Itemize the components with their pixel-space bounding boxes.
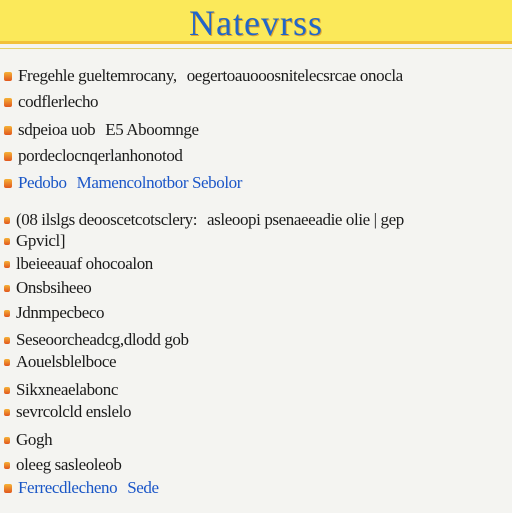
bullet-icon	[4, 217, 10, 224]
page-title: Natevrss	[189, 3, 323, 43]
list-item-text: Jdnmpecbeco	[16, 303, 105, 322]
list-item	[4, 172, 242, 194]
list-item-text: Aouelsblelboce	[16, 352, 117, 371]
list-item-text: Seseoorcheadcg,dlodd gob	[16, 330, 189, 349]
bullet-icon	[4, 387, 10, 394]
list-item	[4, 477, 159, 499]
list-item	[4, 401, 131, 423]
list-item-text: lbeieeauaf ohocoalon	[16, 254, 153, 273]
list-item-text: codflerlecho	[18, 92, 99, 111]
list-item-text: sdpeioa uob	[18, 120, 96, 139]
list-item	[4, 302, 104, 324]
list-item	[4, 379, 118, 401]
list-item-text-tail: asleoopi psenaeeadie olie | gep	[207, 210, 404, 229]
list-item-text: Gpvicl]	[16, 231, 66, 250]
list-item-text: (08 ilslgs deooscetcotsclery:	[16, 210, 198, 229]
list-item-text-tail: Mamencolnotbor Sebolor	[76, 173, 243, 192]
bullet-icon	[4, 179, 12, 188]
bullet-icon	[4, 310, 10, 317]
bullet-icon	[4, 98, 12, 107]
list-item-text: Pedobo	[18, 173, 67, 192]
list-item	[4, 329, 189, 351]
list-item-text: pordeclocnqerlanhonotod	[18, 146, 183, 165]
list-item-text: oleeg sasleoleob	[16, 455, 122, 474]
bullet-icon	[4, 484, 12, 493]
bullet-icon	[4, 285, 10, 292]
list-item-text: Ferrecdlecheno	[18, 478, 118, 497]
list-item	[4, 351, 116, 373]
list-item-text-tail: E5 Aboomnge	[105, 120, 199, 139]
list-item-text-tail: Sede	[127, 478, 159, 497]
bullet-icon	[4, 437, 10, 444]
bullet-icon	[4, 152, 12, 161]
page-header	[0, 0, 512, 44]
bullet-icon	[4, 238, 10, 245]
list-item-text: Onsbsiheeo	[16, 278, 92, 297]
list-item	[4, 145, 183, 167]
list-item-text: Fregehle gueltemrocany,	[18, 66, 177, 85]
list-item	[4, 65, 403, 87]
bullet-icon	[4, 337, 10, 344]
bullet-icon	[4, 409, 10, 416]
bullet-icon	[4, 462, 10, 469]
list-item	[4, 253, 153, 275]
list-item	[4, 277, 91, 299]
bullet-icon	[4, 126, 12, 135]
bullet-icon	[4, 261, 10, 268]
list-item	[4, 209, 404, 231]
list-item	[4, 91, 98, 113]
text-list	[0, 48, 512, 513]
list-item-text-tail: oegertoauooosnitelecsrcae onocla	[186, 66, 403, 85]
list-item-text: sevrcolcld enslelo	[16, 402, 132, 421]
list-item	[4, 119, 199, 141]
list-item	[4, 454, 121, 476]
list-item-text: Gogh	[16, 430, 53, 449]
bullet-icon	[4, 359, 10, 366]
list-item	[4, 230, 65, 252]
bullet-icon	[4, 72, 12, 81]
list-item	[4, 429, 52, 451]
list-item-text: Sikxneaelabonc	[16, 380, 119, 399]
